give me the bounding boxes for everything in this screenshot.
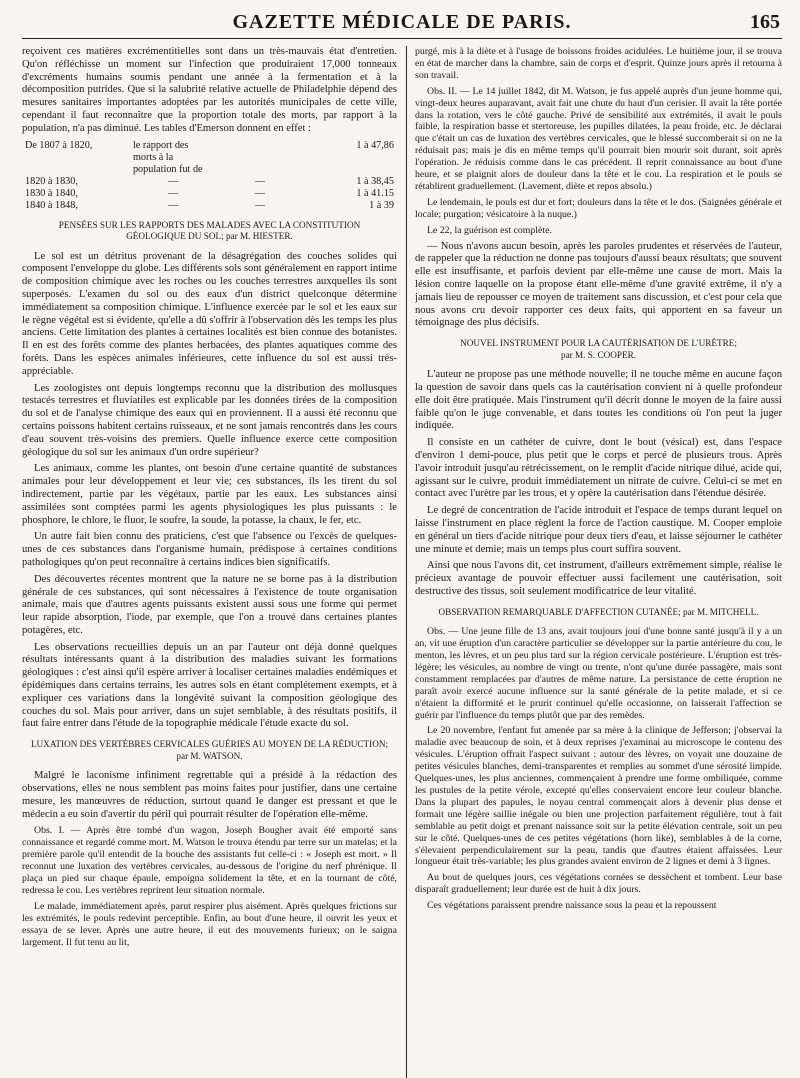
paragraph: Les observations recueillies depuis un an par l'auteur ont déjà donné quelques résultats intéressants quant à la distribution des maladies suivant les formations géologiques : c'est ainsi qu'il espère arriver à localiser certaines maladies endémiques et épidémiques dans certains terrains, les autres sols en étant complétement exempts, et à expliquer ces variations dans la longévité suivant la composition géologique des couches du sol. Mais pour arriver, dans un sujet semblable, à des résultats positifs, il faut faire entrer dans l'étude de la topographie médicale l'étude exacte du sol. bbox=[22, 641, 397, 730]
paragraph: purgé, mis à la diète et à l'usage de boissons froides acidulées. Le huitième jour, il se trouva en état de marcher dans la chambre, sain de corps et d'esprit. Quinze jours après il retourna à son travail. bbox=[415, 46, 782, 81]
left-column bbox=[22, 46, 397, 1078]
paragraph: Le sol est un détritus provenant de la désagrégation des couches solides qui composent l'enveloppe du globe. Les différents sols sont généralement en rapport intime de composition chimique avec les roches ou les couches terrestres auxquelles ils sont superposés. L'examen du sol ou des eaux d'un district quelconque détermine immédiatement sa composition chimique. L'influence exercée par le sol et les eaux sur le règne végétal est si évidente, qu'elle a dû s'offrir à l'observation dès les temps les plus anciens. Cette limitation des plantes à certaines localités est bien connue des botanistes. Il en est des forêts comme des plantes herbacées, des plantes aquatiques comme des forêts. Dans les espèces animales inférieures, cette influence du sol est aussi très-appréciable. bbox=[22, 250, 397, 377]
table-cell: 1840 à 1848, bbox=[25, 199, 78, 211]
paragraph: Des découvertes récentes montrent que la nature ne se borne pas à la distribution générale de ces substances, qui sont nécessaires à l'existence de toute organisation animale, mais que d'autres agents puissants existent aussi sous une forme qui permet leur rapide absorption, l'iode, par exemple, que l'on a trouvé dans certaines plantes potagères, etc. bbox=[22, 573, 397, 636]
section-subtitle: par M. S. COOPER. bbox=[560, 349, 637, 360]
table-row bbox=[22, 176, 397, 188]
section-heading bbox=[415, 607, 782, 619]
paragraph: Les zoologistes ont depuis longtemps reconnu que la distribution des mollusques testacés terrestres et fluviatiles est explicable par les données tirées de la composition du sol et de l'analyse chimique des eaux qui en proviennent. Il a aussi été reconnu que certains poissons habitent certains ruisseaux, et ne sont jamais rencontrés dans les cours d'eau souvent très-voisins des premiers. Quelle influence exerce cette composition géologique du sol sur les animaux d'un ordre supérieur? bbox=[22, 382, 397, 458]
journal-title: GAZETTE MÉDICALE DE PARIS. bbox=[232, 11, 572, 33]
section-heading bbox=[22, 220, 397, 243]
table-row bbox=[22, 188, 397, 200]
paragraph: — Nous n'avons aucun besoin, après les paroles prudentes et réservées de l'auteur, de rappeler que la réduction ne donne pas toujours d'aussi beaux résultats; que souvent elle est insuffisante, et parfois devient par elle-même une cause de mort. Mais la lésion contre laquelle on la propose étant elle-même d'une gravité extrême, il n'y a jamais lieu de repousser ce moyen de traitement sans discussion, et c'est pour cela que nous avons cru devoir rapporter ces deux faits, qui apportent en sa faveur un témoignage des plus décisifs. bbox=[415, 240, 782, 329]
paragraph: Ces végétations paraissent prendre naissance sous la peau et la repoussent bbox=[427, 900, 717, 912]
paragraph: L'auteur ne propose pas une méthode nouvelle; il ne touche même en aucune façon la question de savoir dans quels cas la cautérisation convient ni à quelle profondeur elle doit être pratiquée. Mais l'instrument qu'il décrit donne le moyen de la faire aussi faible qu'on le juge convenable, et dans toutes les conditions où l'on peut la juger indiquée. bbox=[415, 369, 782, 432]
table-cell bbox=[217, 140, 304, 176]
section-subtitle: GÉOLOGIQUE DU SOL; par M. HIESTER. bbox=[126, 231, 293, 242]
paragraph: Ainsi que nous l'avons dit, cet instrument, d'ailleurs extrêmement simple, réalise le précieux avantage de pouvoir effectuer aussi facilement une cautérisation, soit destructive des tissus, soit seulement modificatrice de leur vitalité. bbox=[415, 560, 782, 597]
table-cell: — bbox=[168, 199, 179, 211]
table-cell: 1 à 38,45 bbox=[356, 175, 394, 187]
right-column bbox=[415, 46, 782, 1078]
section-title: LUXATION DES VERTÈBRES CERVICALES GUÉRIES AU MOYEN DE LA RÉDUCTION; bbox=[30, 739, 389, 750]
table-cell: — bbox=[254, 187, 265, 199]
paragraph: Obs. I. — Après être tombé d'un wagon, Joseph Bougher avait été emporté sans connaissance et regardé comme mort. M. Watson le trouva étendu par terre sur un matelas; et la première parole qu'il entendit de la bouche des assistants fut celle-ci : « Joseph est mort. » Il reconnut une luxation des vertèbres cervicales, au-dessous de l'origine du nerf phrénique. Il plaça un pied sur chaque épaule, empoigna solidement la tête, et en la tournant de côté, redressa le cou. Les vertèbres reprirent leur situation normale. bbox=[22, 825, 397, 896]
section-title: PENSÉES SUR LES RAPPORTS DES MALADES AVEC LA CONSTITUTION bbox=[58, 219, 361, 230]
paragraph: Le 20 novembre, l'enfant fut amenée par sa mère à la clinique de Jefferson; j'observai la maladie avec beaucoup de soin, et à deux reprises j'examinai au microscope le contenu des vésicules. L'éruption offrait l'aspect suivant : autour des lèvres, on voyait une douzaine de petites vésicules blanches, demi-transparentes et remplies au sommet d'une sérosité limpide. Quelques-unes, les plus anciennes, commençaient à prendre une forme ombiliquée, comme les pustules de la petite vérole, excepté qu'elles conservaient encore leur couleur blanche. Dans la plupart des papules, le noyau central commençait alors à devenir plus dense et formait une légère saillie inégale ou bien une projection parfaitement régulière, tout à fait semblable au petit doigt et prenant naissance soit sur la petite élévation centrale, soit un peu sur le côté. Quelques-unes de ces petites végétations (horn like), semblables à de la corne, s'élevaient perpendiculairement sur la peau, tandis que d'autres étaient affaissées. Leur longueur était très-variable; les plus grandes avaient environ de 2 lignes et demi à 3 lignes. bbox=[415, 725, 782, 868]
paragraph: reçoivent ces matières excrémentitielles sont dans un très-mauvais état d'entretien. Qu'on réfléchisse un moment sur l'infection que produiraient 17,000 tonneaux d'excréments humains soumis pendant une année à la fermentation et à la décomposition putrides. Que si la salubrité relative actuelle de Philadelphie dépend des mesures sanitaires importantes adoptées par les autorités municipales de cette ville, cependant il faut reconnaître que la proportion totale des morts, par rapport à la population, n'a pas diminué. Les tables d'Emerson donnent en effet : bbox=[22, 46, 397, 134]
paragraph: Obs. II. — Le 14 juillet 1842, dit M. Watson, je fus appelé auprès d'un jeune homme qui, vingt-deux heures auparavant, avait fait une chute du haut d'un cerisier. Il avait la tête portée dans la rotation, vers le côté gauche. Privé de sensibilité aux extrémités, il avait le pouls faible, la respiration basse et stertoreuse, les pupilles dilatées, la peau froide, etc. Je déclarai que c'était un cas de luxation des vertèbres cervicales, que le blessé succomberait si on ne la réduisait pas; mais je dis en même temps qu'il pourrait bien mourir soit durant, soit après l'opération. Je réduisis comme dans le cas précédent. Il reprit connaissance au bout d'une heure, et se plaignit alors de douleur dans la tête et le cou. La respiration et le pouls se rétablirent graduellement. (Lavement, diète et repos absolu.) bbox=[415, 85, 782, 192]
page-header bbox=[22, 10, 782, 39]
table-cell: 1 à 39 bbox=[369, 199, 394, 211]
paragraph: Obs. — Une jeune fille de 13 ans, avait toujours joui d'une bonne santé jusqu'à il y a un an, vit une éruption d'un caractère particulier se développer sur la partie antérieure du cou, le menton, les lèvres, et un peu plus tard sur la région cervicale postérieure. L'éruption est très-légère; les vésicules, au nombre de vingt ou trente, n'ont qu'une durée passagère, mais sont constamment remplacées par d'autres de même nature. La persistance de cette éruption ne paraît avoir exercé aucune influence sur la santé générale de la petite malade, et si ce n'étaient la difformité et le prurit continuel qu'elle occasionne, on laisserait l'affection se guérir par l'influence du temps plutôt que par des remèdes. bbox=[415, 626, 782, 721]
paragraph: Le malade, immédiatement après, parut respirer plus aisément. Après quelques frictions sur les extrémités, le pouls redevint perceptible. Enfin, au bout d'une heure, il ouvrit les yeux et essaya de se lever. Après une autre heure, il eut des mouvements furieux; on le saigna largement. Il fut tenu au lit, bbox=[22, 900, 397, 948]
table-cell: 1 à 47,86 bbox=[356, 139, 394, 151]
table-cell: — bbox=[168, 175, 179, 187]
table-row bbox=[22, 200, 397, 212]
paragraph: Un autre fait bien connu des praticiens, c'est que l'absence ou l'excès de quelques-unes de ces substances dans l'organisme humain, prédispose à certaines conditions pathologiques qu'on peut reconnaître à certains indices bien significatifs. bbox=[22, 531, 397, 568]
paragraph: Le degré de concentration de l'acide introduit et l'espace de temps durant lequel on laisse l'instrument en place règlent la force de l'action caustique. M. Cooper emploie en général un tiers d'acide nitrique pour deux tiers d'eau, et laisse séjourner le cathéter une minute et demie; mais un temps plus court suffira souvent. bbox=[415, 505, 782, 555]
table-cell: 1830 à 1840, bbox=[25, 187, 78, 199]
paragraph: Le 22, la guérison est complète. bbox=[427, 224, 552, 236]
paragraph: Les animaux, comme les plantes, ont besoin d'une certaine quantité de substances animales pour leur développement et leur vie; ces substances, ils les tirent du sol indirectement, partie par les végétaux, partie par les eaux. Les substances ainsi assimilées sont comptées parmi les agents physiologiques les plus puissants : le phosphore, le chlore, le fluor, le soufre, la soude, la potasse, la chaux, le fer, etc. bbox=[22, 463, 397, 526]
paragraph: Au bout de quelques jours, ces végétations cornées se dessèchent et tombent. Leur base disparaît graduellement; leur durée est de huit à dix jours. bbox=[415, 872, 782, 896]
paragraph: Le lendemain, le pouls est dur et fort; douleurs dans la tête et le dos. (Saignées générale et locale; purgation; vésicatoire à la nuque.) bbox=[415, 196, 782, 220]
section-title: OBSERVATION REMARQUABLE D'AFFECTION CUTANÉE; par M. MITCHELL. bbox=[438, 606, 759, 617]
columns bbox=[22, 46, 782, 1078]
section-heading bbox=[415, 338, 782, 361]
table-cell: 1820 à 1830, bbox=[25, 175, 78, 187]
table-cell: — bbox=[254, 199, 265, 211]
table-row bbox=[22, 140, 397, 176]
table-cell: — bbox=[254, 175, 265, 187]
section-subtitle: par M. WATSON. bbox=[176, 750, 243, 761]
section-title: NOUVEL INSTRUMENT POUR LA CAUTÉRISATION DE L'URÈTRE; bbox=[460, 338, 737, 349]
table-cell: le rapport des morts à la population fut de bbox=[132, 139, 203, 175]
paragraph: Il consiste en un cathéter de cuivre, dont le bout (vésical) est, dans l'espace d'environ 1 demi-pouce, plus petit que le corps et percé de plusieurs trous. Après l'avoir introduit jusqu'au rétrécissement, on le remplit d'acide nitrique dilué, acide qui, agissant sur le cuivre, produit immédiatement un nitrate de cuivre. Celui-ci se met en contact avec l'urètre par les trous, et y opère la cautérisation dans l'étendue désirée. bbox=[415, 437, 782, 500]
page-number: 165 bbox=[750, 11, 780, 33]
mortality-table bbox=[22, 140, 397, 212]
section-heading bbox=[22, 739, 397, 762]
table-cell: De 1807 à 1820, bbox=[25, 139, 93, 151]
paragraph: Malgré le laconisme infiniment regrettable qui a présidé à la rédaction des observations, elles ne nous semblent pas moins faites pour justifier, dans une certaine mesure, les manœuvres de réduction, surtout quand le danger est pressant et que le médecin a eu soin d'avertir du péril qui pourrait résulter de l'opération elle-même. bbox=[22, 770, 397, 820]
table-cell: — bbox=[168, 187, 179, 199]
table-cell: 1 à 41.15 bbox=[356, 187, 394, 199]
